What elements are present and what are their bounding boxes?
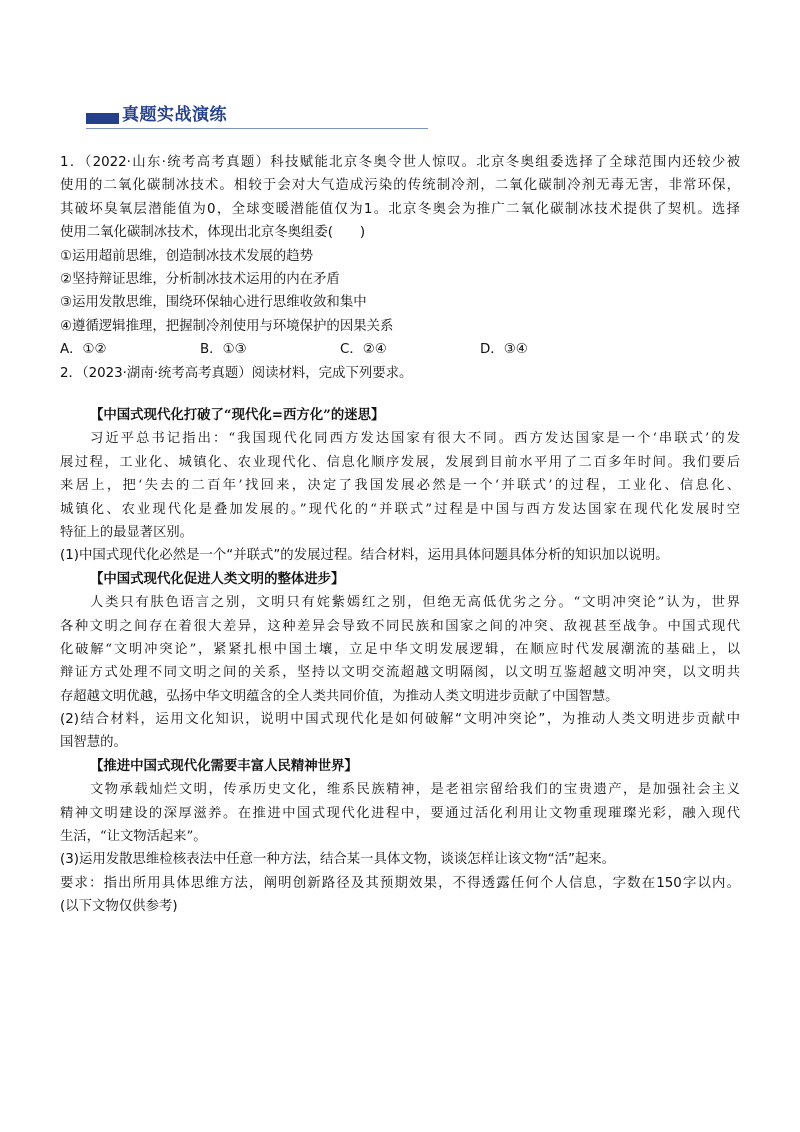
material-3-line: 生活，“让文物活起来”。 bbox=[60, 829, 207, 845]
q2-intro: 2．（2023·湖南·统考高考真题）阅读材料，完成下列要求。 bbox=[60, 365, 413, 381]
q1-line: 使用二氧化碳制冰技术，体现出北京冬奥组委( ) bbox=[60, 225, 366, 241]
option-d: D．③④ bbox=[480, 342, 528, 358]
sub-question-2: (2)结合材料，运用文化知识，说明中国式现代化是如何破解“文明冲突论”，为推动人类文明进步贡献中 bbox=[60, 712, 740, 728]
material-2-line: 化破解“文明冲突论”，紧紧扎根中国土壤，立足中华文明发展逻辑，在顺应时代发展潮流的基础上，以 bbox=[60, 641, 740, 657]
material-1-line: 展过程，工业化、城镇化、农业现代化、信息化顺序发展，发展到目前水平用了二百多年时间。我们要后 bbox=[60, 454, 740, 470]
q1-line: 使用的二氧化碳制冰技术。相较于会对大气造成污染的传统制冷剂，二氧化碳制冷剂无毒无害，非常环保， bbox=[60, 178, 740, 194]
section-title: 真题实战演练 bbox=[122, 105, 227, 125]
q1-item: ③运用发散思维，围绕环保轴心进行思维收敛和集中 bbox=[60, 295, 367, 311]
material-2-line: 人类只有肤色语言之别，文明只有姹紫嫣红之别，但绝无高低优劣之分。“文明冲突论”认为，世界 bbox=[90, 595, 740, 611]
material-1-heading: 【中国式现代化打破了“现代化=西方化”的迷思】 bbox=[90, 407, 385, 423]
question-1 bbox=[60, 151, 740, 385]
sub-question-3: (3)运用发散思维检核表法中任意一种方法，结合某一具体文物，谈谈怎样让该文物“活”起来。 bbox=[60, 852, 616, 868]
section-rule bbox=[86, 128, 428, 129]
option-c: C．②④ bbox=[340, 342, 387, 358]
material-1-line: 来居上，把‘失去的二百年’找回来，决定了我国发展必然是一个‘并联式’的过程，工业化、信息化、 bbox=[60, 478, 740, 494]
q1-item: ④遵循逻辑推理，把握制冷剂使用与环境保护的因果关系 bbox=[60, 318, 394, 334]
requirement: 要求：指出所用具体思维方法，阐明创新路径及其预期效果，不得透露任何个人信息，字数在150字以内。 bbox=[60, 875, 740, 891]
q1-item: ①运用超前思维，创造制冰技术发展的趋势 bbox=[60, 248, 314, 264]
material-2-line: 存超越文明优越，弘扬中华文明蕴含的全人类共同价值，为推动人类文明进步贡献了中国智慧。 bbox=[60, 688, 619, 704]
option-a: A．①② bbox=[60, 342, 107, 358]
section-bar bbox=[86, 113, 119, 124]
material-3-line: 精神文明建设的深厚滋养。在推进中国式现代化进程中，要通过活化利用让文物重现璀璨光彩，融入现代 bbox=[60, 805, 740, 821]
material-1-line: 习近平总书记指出：“我国现代化同西方发达国家有很大不同。西方发达国家是一个‘串联式’的发 bbox=[90, 431, 740, 447]
material-2-heading: 【中国式现代化促进人类文明的整体进步】 bbox=[90, 570, 345, 587]
q1-line: 其破坏臭氧层潜能值为0，全球变暖潜能值仅为1。北京冬奥会为推广二氧化碳制冰技术提供了契机。选择 bbox=[60, 201, 740, 217]
sub-question-2: 国智慧的。 bbox=[60, 735, 127, 751]
sub-question-1: (1)中国式现代化必然是一个“并联式”的发展过程。结合材料，运用具体问题具体分析的知识加以说明。 bbox=[60, 548, 669, 564]
material-3-line: 文物承载灿烂文明，传承历史文化，维系民族精神，是老祖宗留给我们的宝贵遗产，是加强社会主义 bbox=[90, 782, 740, 798]
material-3-heading: 【推进中国式现代化需要丰富人民精神世界】 bbox=[90, 757, 358, 774]
material-1-line: 城镇化、农业现代化是叠加发展的。”现代化的“并联式”过程是中国与西方发达国家在现代化发展时空 bbox=[60, 501, 740, 517]
section-header bbox=[86, 103, 428, 129]
option-b: B．①③ bbox=[200, 342, 247, 358]
q1-item: ②坚持辩证思维，分析制冰技术运用的内在矛盾 bbox=[60, 271, 340, 287]
q1-line: 1．（2022·山东·统考高考真题）科技赋能北京冬奥令世人惊叹。北京冬奥组委选择了全球范围内还较少被 bbox=[60, 155, 740, 170]
reference-note: (以下文物仅供参考) bbox=[60, 899, 178, 915]
material-1-line: 特征上的最显著区别。 bbox=[60, 524, 193, 540]
material-2-line: 各种文明之间存在着很大差异，这种差异会导致不同民族和国家之间的冲突、敌视甚至战争。中国式现代 bbox=[60, 618, 740, 634]
material-2-line: 辩证方式处理不同文明之间的关系，坚持以文明交流超越文明隔阂，以文明互鉴超越文明冲突，以文明共 bbox=[60, 665, 740, 681]
question-2 bbox=[60, 404, 740, 919]
q1-options bbox=[60, 338, 740, 361]
